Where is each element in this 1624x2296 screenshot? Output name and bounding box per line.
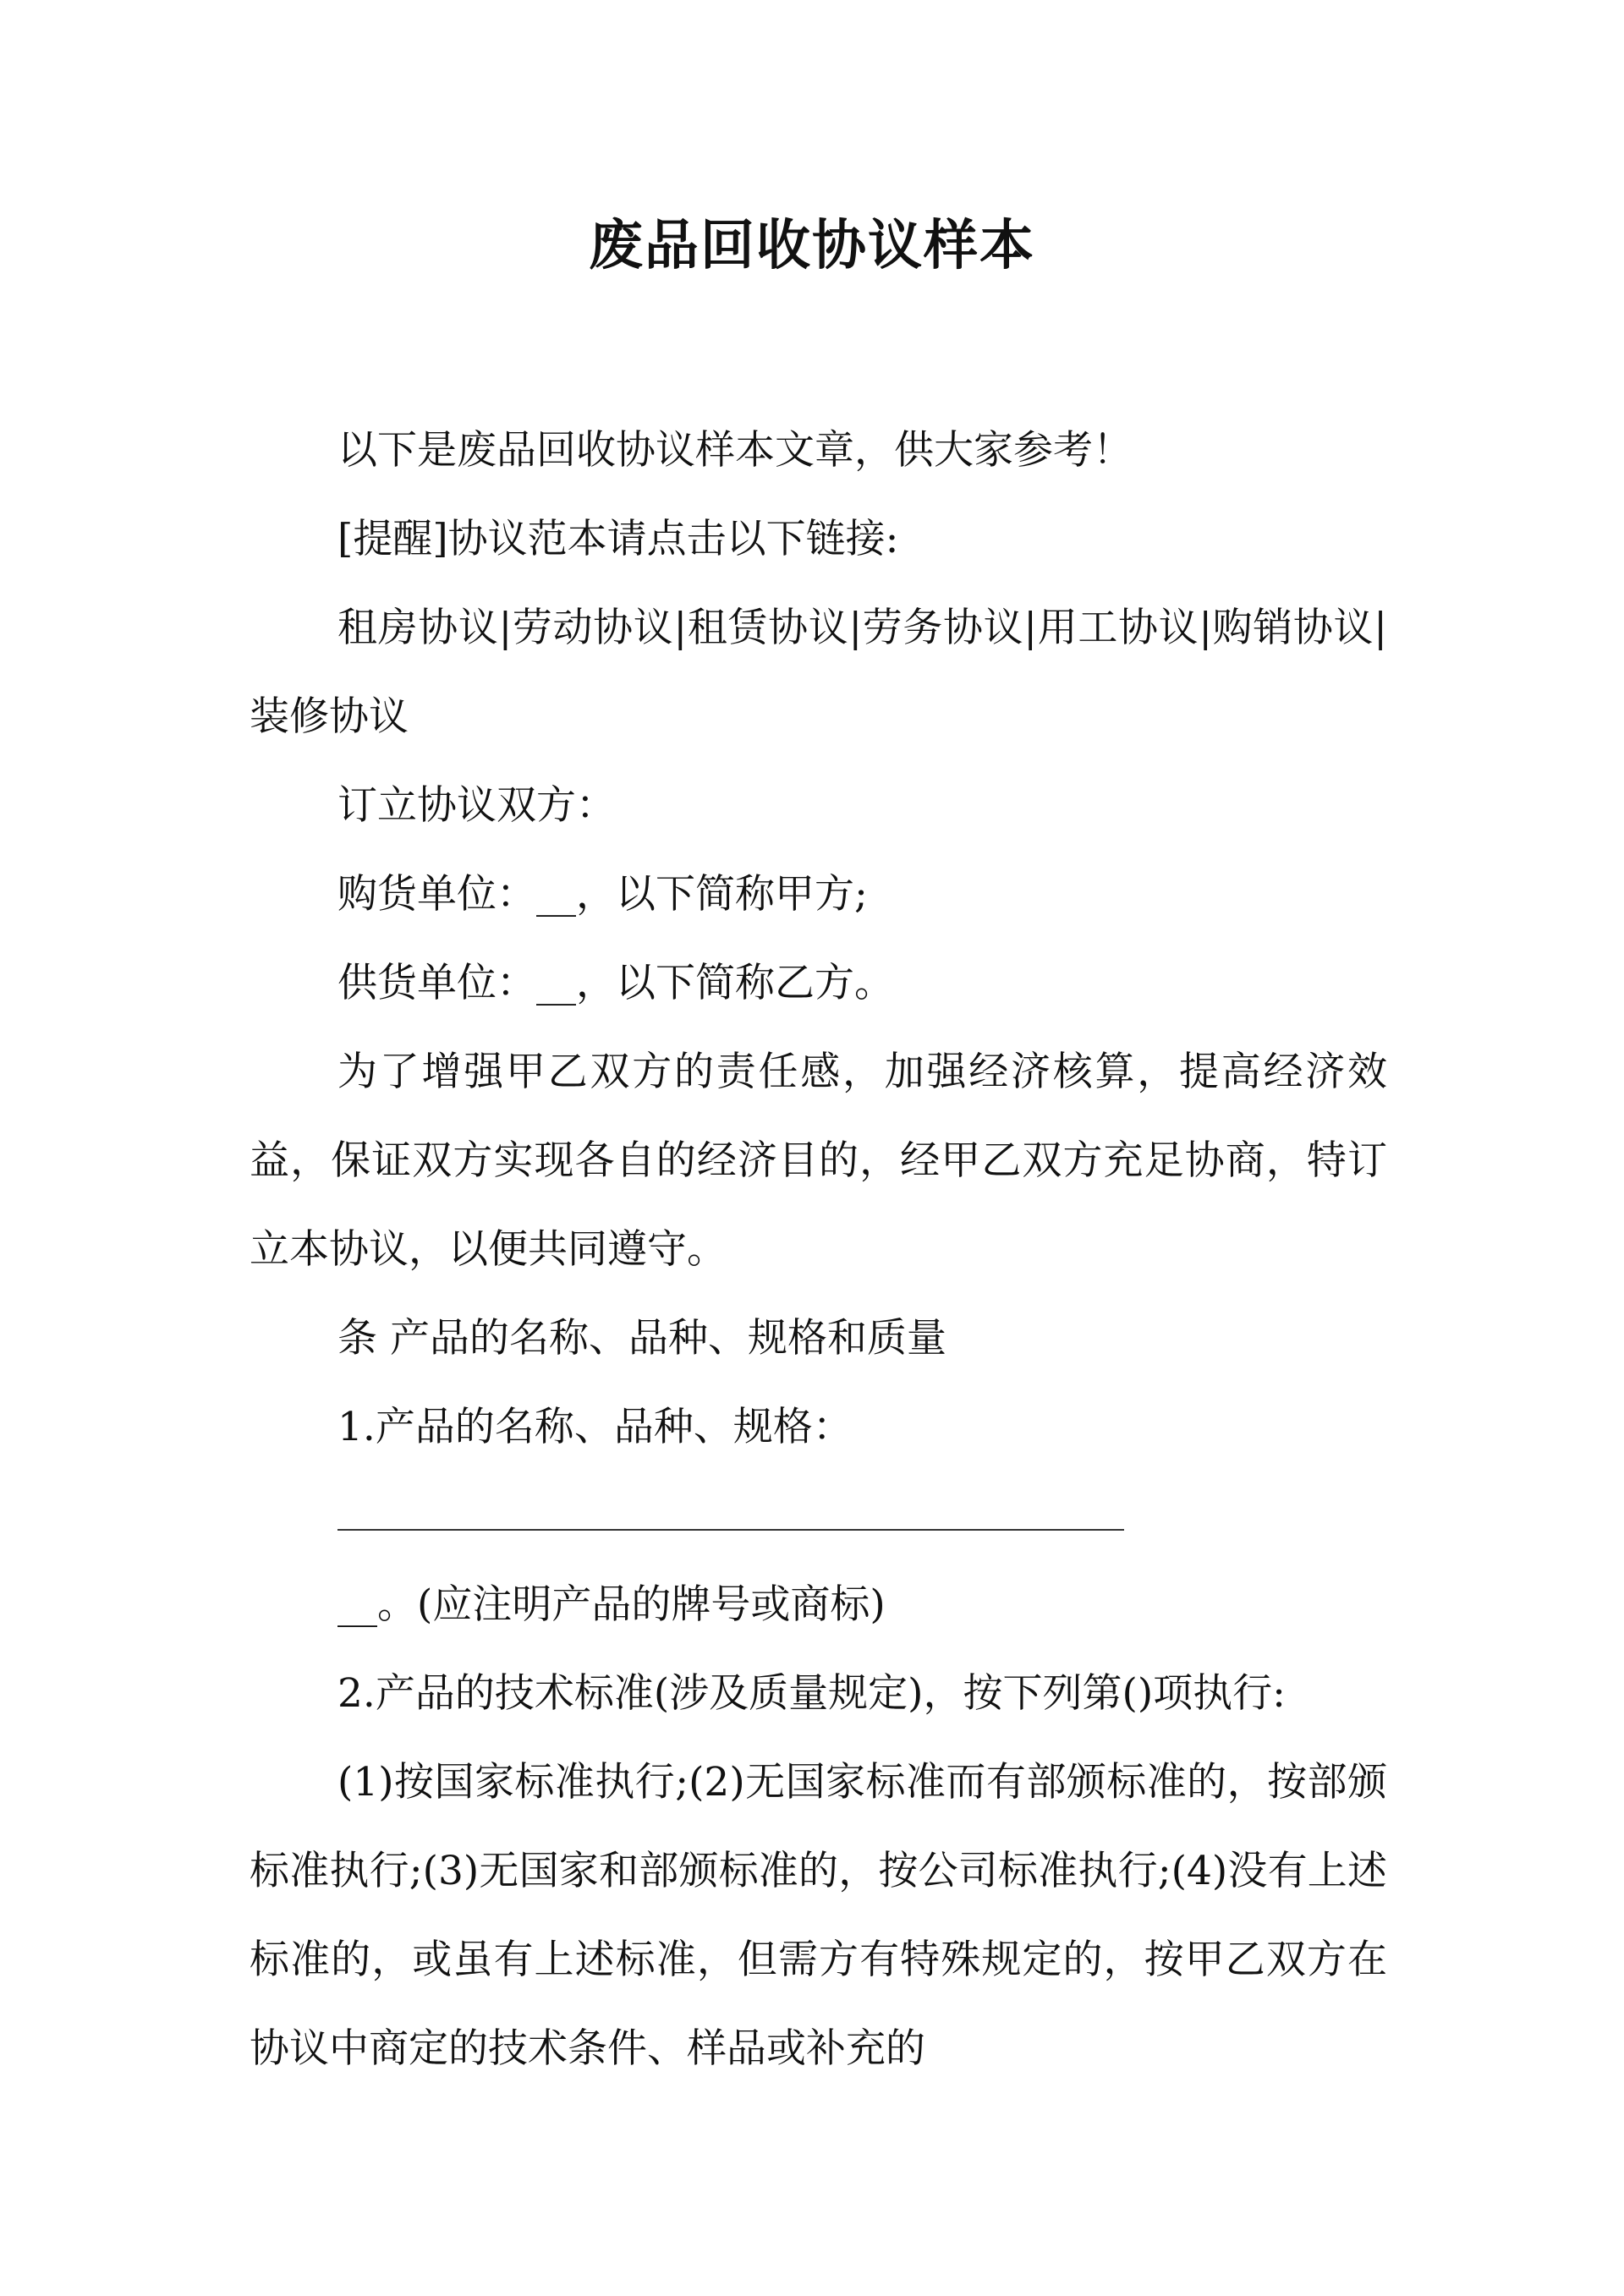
buyer-paragraph: 购货单位：__，以下简称甲方;: [337, 871, 868, 918]
document-body: [250, 406, 1387, 2093]
agreement-links-paragraph: 租房协议|劳动协议|租赁协议|劳务协议|用工协议|购销协议|装修协议: [250, 605, 1387, 740]
reminder-paragraph: [提醒]协议范本请点击以下链接:: [337, 516, 899, 562]
technical-standard-paragraph: 2.产品的技术标准(涉及质量规定)，按下列第()项执行:: [337, 1670, 1287, 1717]
purpose-paragraph: 为了增强甲乙双方的责任感，加强经济核算，提高经济效益，保证双方实现各自的经济目的，经甲乙双方充足协商，特订立本协议，以便共同遵守。: [250, 1049, 1387, 1273]
parties-heading: 订立协议双方：: [337, 782, 616, 829]
product-spec-paragraph: 1.产品的名称、品种、规格：: [337, 1404, 853, 1450]
supplier-paragraph: 供货单位：__，以下简称乙方。: [337, 960, 894, 1006]
standard-options-paragraph: (1)按国家标准执行;(2)无国家标准而有部颁标准的，按部颁标准执行;(3)无国家和部颁标准的，按公司标准执行;(4)没有上述标准的，或虽有上述标准，但需方有特殊规定的，按甲乙双方在协议中商定的技术条件、样品或补充的: [250, 1759, 1387, 2072]
intro-paragraph: 以下是废品回收协议样本文章，供大家参考！: [337, 427, 1133, 474]
clause-heading: 条 产品的名称、品种、规格和质量: [337, 1315, 946, 1362]
blank-fill-line: [250, 1471, 1387, 1560]
document-title: 废品回收协议样本: [589, 215, 1035, 277]
trademark-note-paragraph: __。(应注明产品的牌号或商标): [337, 1581, 886, 1628]
